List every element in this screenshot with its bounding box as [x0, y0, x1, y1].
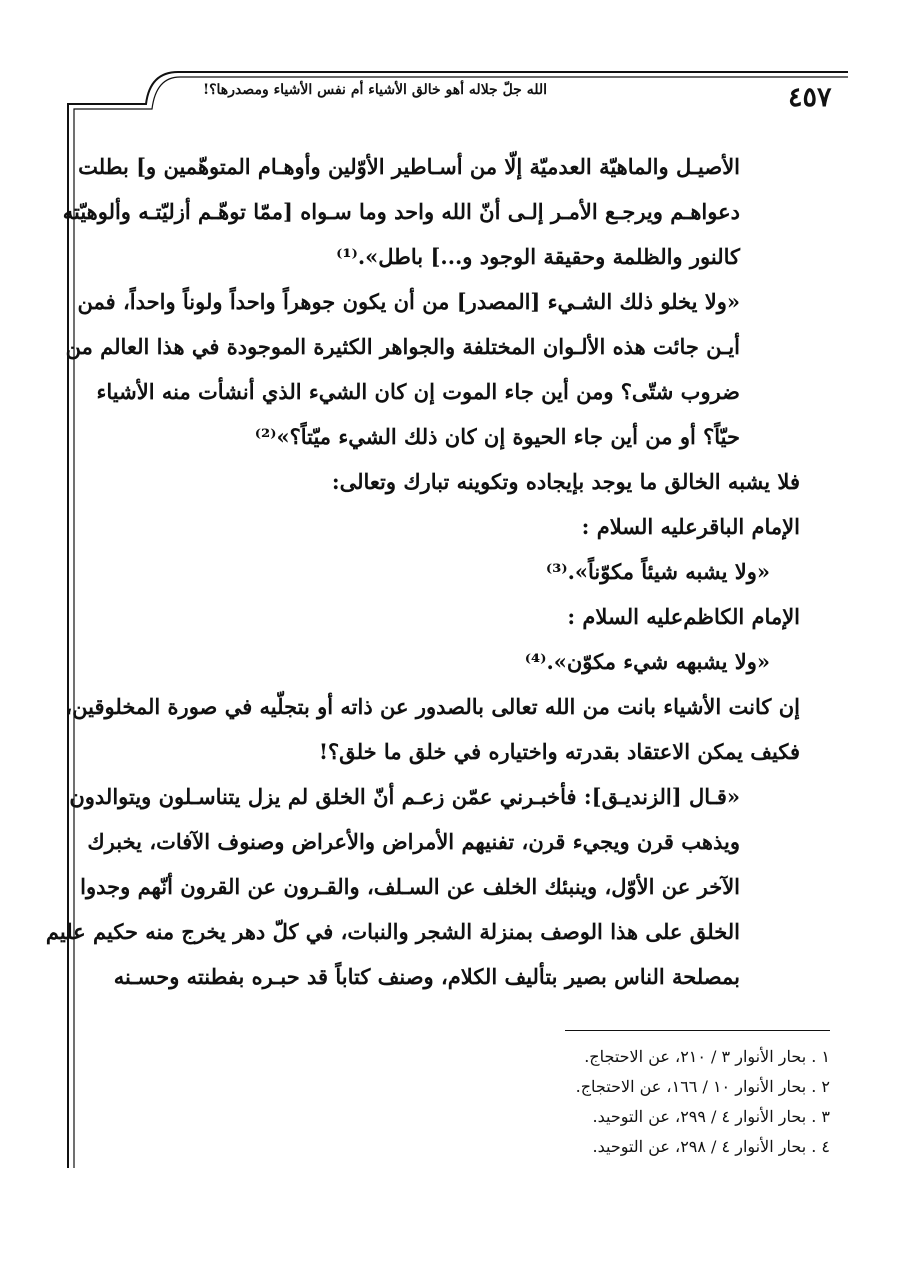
text-line: «قـال [الزنديـق]: فأخبـرني عمّن زعـم أنّ الخلق لم يزل يتناسـلون ويتوالدون — [69, 784, 740, 809]
text-line: إن كانت الأشياء بانت من الله تعالى بالصدور عن ذاته أو بتجلّيه في صورة المخلوقين، — [65, 694, 800, 719]
text-line: الإمام الكاظم‌عليه السلام : — [567, 604, 800, 629]
body-text-wide — [65, 459, 800, 774]
text-line: الإمام الباقر‌عليه السلام : — [581, 514, 800, 539]
text-line: «ولا يخلو ذلك الشـيء [المصدر] من أن يكون جوهراً واحداً ولوناً واحداً، فمن — [77, 289, 740, 314]
text-line: ويذهب قرن ويجيء قرن، تفنيهم الأمراض والأعراض وصنوف الآفات، يخبرك — [87, 829, 740, 854]
quote-line: «ولا يشبه شيئاً مكوّناً».⁽³⁾ — [545, 559, 770, 584]
text-line: بمصلحة الناس بصير بتأليف الكلام، وصنف كتاباً قد حبـره بفطنته وحسـنه — [113, 964, 740, 989]
quote-line: «ولا يشبهه شيء مكوّن».⁽⁴⁾ — [524, 649, 770, 674]
footnotes — [480, 1042, 830, 1162]
footnote: ٤ . بحار الأنوار ٤ / ٢٩٨، عن التوحيد. — [592, 1137, 830, 1156]
text-line: الآخر عن الأوّل، وينبئك الخلف عن السـلف، والقـرون عن القرون أنّهم وجدوا — [80, 874, 740, 899]
footnote: ١ . بحار الأنوار ٣ / ٢١٠، عن الاحتجاج. — [584, 1047, 830, 1066]
text-line: فلا يشبه الخالق ما يوجد بإيجاده وتكوينه تبارك وتعالى: — [331, 469, 800, 494]
footnote: ٣ . بحار الأنوار ٤ / ٢٩٩، عن التوحيد. — [592, 1107, 830, 1126]
running-header: الله جلّ جلاله أهو خالق الأشياء أم نفس الأشياء ومصدرها؟! — [202, 82, 548, 98]
body-text — [62, 144, 740, 459]
text-line: الأصيـل والماهيّة العدميّة إلّا من أسـاطير الأوّلين وأوهـام المتوهّمين و] بطلت — [78, 154, 740, 179]
footnote: ٢ . بحار الأنوار ١٠ / ١٦٦، عن الاحتجاج. — [575, 1077, 830, 1096]
text-line: حيّاً؟ أو من أين جاء الحيوة إن كان ذلك الشيء ميّتاً؟»⁽²⁾ — [254, 424, 740, 449]
text-line: الخلق على هذا الوصف بمنزلة الشجر والنبات، في كلّ دهر يخرج منه حكيم عليم — [45, 919, 740, 944]
text-line: فكيف يمكن الاعتقاد بقدرته واختياره في خلق ما خلق؟! — [318, 739, 800, 764]
footnote-separator — [565, 1030, 830, 1031]
text-line: أيـن جائت هذه الألـوان المختلفة والجواهر الكثيرة الموجودة في هذا العالم من — [65, 334, 740, 359]
text-line: دعواهـم ويرجـع الأمـر إلـى أنّ الله واحد وما سـواه [ممّا توهّـم أزليّتـه وألوهيّته — [62, 199, 740, 224]
text-line: كالنور والظلمة وحقيقة الوجود و...] باطل».⁽¹⁾ — [336, 244, 740, 269]
page-number: ٤٥٧ — [788, 82, 832, 113]
body-text-quote — [45, 774, 740, 999]
text-line: ضروب شتّى؟ ومن أين جاء الموت إن كان الشيء الذي أنشأت منه الأشياء — [96, 379, 740, 404]
